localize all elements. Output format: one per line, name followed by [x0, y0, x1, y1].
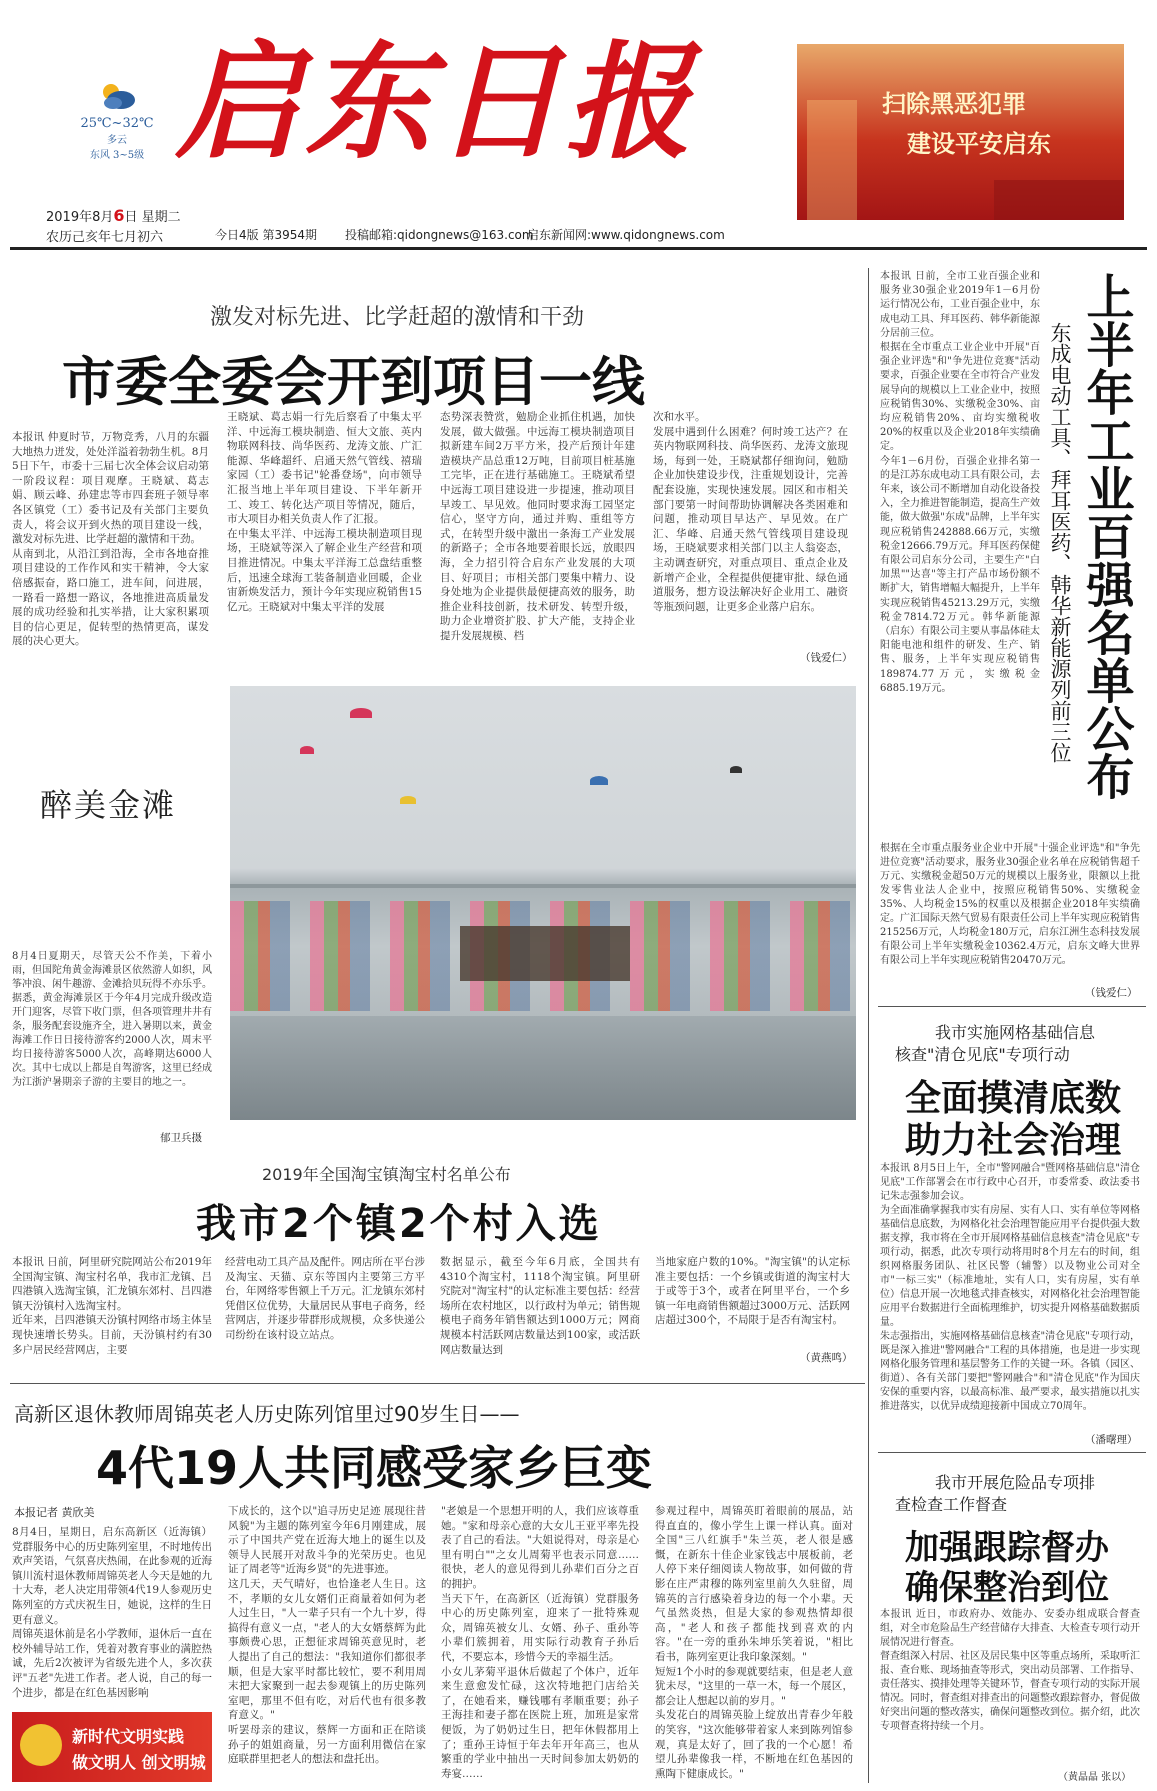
weather-wind: 东风 3~5级	[89, 150, 145, 161]
kite-icon	[730, 766, 742, 773]
taobao-byline: （黄燕鸣）	[800, 1352, 853, 1364]
feature-kicker: 高新区退休教师周锦英老人历史陈列馆里过90岁生日——	[14, 1402, 520, 1426]
industry-subtitle: 东成电动工具、拜耳医药、韩华新能源列前三位	[1048, 322, 1072, 763]
industry-byline: （钱爱仁）	[1085, 987, 1138, 999]
date-line	[46, 206, 181, 225]
taobao-col-3: 数据显示，截至今年6月底，全国共有4310个淘宝村，1118个淘宝镇。阿里研究院对"淘宝村"的认定标准主要包括：经营场所在农村地区，以行政村为单元；销售规模电子商务年销售额达到1000万元；网商规模本村活跃网店数量达到100家，或活跃网店数量达到	[440, 1256, 640, 1356]
email-info	[345, 226, 534, 243]
masthead-rule	[10, 247, 1147, 250]
logo-line2: 做文明人 创文明城	[72, 1753, 206, 1772]
section-divider	[10, 1383, 865, 1384]
weather-condition: 多云	[107, 135, 127, 146]
weather-box	[72, 80, 162, 180]
grid-kicker-1: 我市实施网格基础信息	[935, 1023, 1096, 1042]
taobao-kicker: 2019年全国淘宝镇淘宝村名单公布	[262, 1165, 511, 1184]
weather-temp: 25℃~32℃	[80, 116, 154, 131]
civilization-logo	[12, 1712, 212, 1782]
lead-col-1: 本报讯 仲夏时节，万物竞秀，八月的东疆大地热力迸发，处处洋溢着勃勃生机。8月5日下午，市委十三届七次全体会议启动第一阶段议程：项目观摩。王晓斌、葛志娟、顾云峰、孙建忠等市四套班子领导率各区镇党（工）委书记及有关部门主要负责人，将会议开到火热的项目建设一线，激发对标先进、比学赶超的激情和干劲。 从南到北，从沿江到沿海，全市各地奋推项目建设的工作作风和实干精神，令大家倍感振奋，路口施工，进车间，问进展，一路看一路想一路议，各地推进高质量发展的成功经验和扎实举措，让大家积累项目的信心更足，促转型的热情更高，谋发展的决心更大。	[12, 431, 209, 648]
right-divider-2	[878, 1452, 1146, 1453]
grid-body: 本报讯 8月5日上午，全市"警网融合"暨网格基础信息"清仓见底"工作部署会在市行政中心召开，市委常委、政法委书记朱志强参加会议。 为全面准确掌握我市实有房屋、实有人口、实有单位等网格基础信息底数，为网格化社会治理智能应用平台提供强大数据支撑，我市将在全市开展网格基础信息核查"清仓见底"专项行动，据悉，此次专项行动将用时8个月左右的时间，组织网格服务团队、社区民警（辅警）以及物业公司对全市"一标三实"（标准地址，实有人口，实有房屋，实有单位）信息开展一次地毯式排查核实，对网格化社会治理智能应用平台数据进行全面梳理维护，切实提升网格基础数据质量。 朱志强指出，实施网格基础信息核查"清仓见底"专项行动，既是深入推进"警网融合"工程的具体措施，也是进一步实现网格化服务管理和基层警务工作的关键一环。各镇（园区、街道）、各有关部门要把"警网融合"和"清仓见底"作为国庆安保的重要内容，以最高标准、最严要求，最实措施以扎实推进落实，以优异成绩迎接新中国成立70周年。	[880, 1163, 1140, 1412]
danger-byline: （黄晶晶 张以）	[1058, 1772, 1132, 1783]
lead-byline: （钱爱仁）	[800, 652, 853, 664]
feature-title: 4代19人共同感受家乡巨变	[96, 1441, 653, 1495]
danger-title-2: 确保整治到位	[905, 1568, 1109, 1608]
taobao-col-4: 当地家庭户数的10%。"淘宝镇"的认定标准主要包括：一个乡镇或街道的淘宝村大于或等于3个，或者在阿里平台，一个乡镇一年电商销售额超过3000万元、活跃网店超过300个，不局限于是否有淘宝村。	[655, 1256, 850, 1327]
newspaper-logo: 启东日报	[175, 28, 695, 176]
right-divider-1	[878, 1006, 1146, 1007]
banner-line2: 建设平安启东	[907, 129, 1051, 158]
feature-col-2: 下成长的，这个以"追寻历史足迹 展现往昔风貌"为主题的陈列室今年6月刚建成，展示了中国共产党在近海大地上的诞生以及领导人民展开对敌斗争的光荣历史。也见证了周老等"近海乡贤"的先进事迹。 这几天，天气晴好，也恰逢老人生日。这不，孝顺的女儿女婿们正商量着如何为老人过生日，"人一辈子只有一个九十岁，得搞得有意义一点，"老人的大女婿蔡辉为此事颇费心思，正想征求周锦英意见时，老人提出了自己的想法："我知道你们都很孝顺，但是大家平时都比较忙，要不利用周末把大家聚到一起去参观镇上的历史陈列室吧，那里不但有吃，对后代也有很多教育意义。" 听罢母亲的建议，蔡辉一方面和正在陪谈孙子的姐姐商量，另一方面利用微信在家庭联群里把老人的想法和盘托出。	[228, 1505, 426, 1766]
industry-body-1: 本报讯 日前，全市工业百强企业和服务业30强企业2019年1－6月份运行情况公布，工业百强企业中，东成电动工具、拜耳医药、韩华新能源分居前三位。 根据在全市重点工业企业中开展"百强企业评选"和"争先进位竞赛"活动要求，百强企业要在全市符合产业发展导向的规模以上工业企业中，按照应税销售30%、实缴税金30%、亩均应税销售20%、亩均实缴税收20%的权重以及企业2018年实绩确定。 今年1－6月份，百强企业排名第一的是江苏东成电动工具有限公司，去年来，该公司不断增加自动化设备投入，全力推进智能制造，提高生产效能，做大做强"东成"品牌，上半年实现应税销售242888.66万元，实缴税金12666.79万元。拜耳医药保健有限公司启东分公司，主要生产"白加黑""达喜"等主打产品市场份额不断扩大，销售增幅大幅提升，上半年实现应税销售45213.29万元，实缴税金7814.72万元。韩华新能源（启东）有限公司主要从事晶体硅太阳能电池和组件的研发、生产、销售、服务，上半年实现应税销售189874.77万元，实缴税金6885.19万元。	[880, 271, 1040, 694]
email-label: 投稿邮箱:	[345, 228, 398, 242]
photo-title: 醉美金滩	[40, 786, 177, 824]
date-month: 2019年8月	[46, 210, 114, 225]
date-day: 6	[113, 206, 125, 225]
grid-kicker-2: 核查"清仓见底"专项行动	[895, 1045, 1070, 1064]
lead-kicker: 激发对标先进、比学赶超的激情和干劲	[210, 305, 585, 330]
feature-col-3: "老娘是一个思想开明的人，我们应该尊重她。"家和母亲心意的大女儿王亚平率先投表了自己的看法。"大姐说得对，母亲是心里有明白""之女儿周菊平也表示同意……很快，老人的意见得到儿孙辈们百分之百的拥护。 当天下午，在高新区（近海镇）党群服务中心的历史陈列室，迎来了一批特殊观众，周锦英被女儿、女婿、孙子、重孙等小辈们簇拥着，用实际行动教育子孙后代，不要忘本，珍惜今天的幸福生活。 小女儿茅菊平退休后做起了个体户，近年来生意愈发忙碌，这次特地把门店给关了，在她看来，赚钱哪有孝顺重要；孙子王海挂和妻子都在医院上班，加班是家常便饭，为了奶奶过生日，把年休假都用上了；重孙王诗恒于年去年开年高三，也从繁重的学业中抽出一天时间参加太奶奶的寿宴……	[441, 1505, 639, 1780]
taobao-col-2: 经营电动工具产品及配件。网店所在平台涉及淘宝、天猫、京东等国内主要第三方平台，年网络零售额上千万元。汇龙镇东郊村凭借区位优势，大量居民从事电子商务，经营网店，并逐步带群形成规模，众多快递公司纷纷在该村设立站点。	[225, 1256, 425, 1341]
grid-title-1: 全面摸清底数	[905, 1078, 1122, 1119]
beach-photo	[230, 686, 856, 1120]
lead-title: 市委全委会开到项目一线	[62, 352, 645, 413]
grid-byline: （潘曙理）	[1085, 1434, 1138, 1446]
kite-icon	[300, 746, 314, 754]
city-silhouette	[994, 180, 1124, 220]
lunar-date: 农历己亥年七月初六	[46, 230, 164, 245]
cart-and-buffalo	[460, 926, 630, 981]
water-reflection	[230, 1016, 856, 1120]
sea-horizon	[230, 884, 856, 888]
taobao-col-1: 本报讯 日前，阿里研究院网站公布2019年全国淘宝镇、淘宝村名单，我市汇龙镇、吕四港镇入选淘宝镇，汇龙镇东郊村、吕四港镇天汾镇村入选淘宝村。 近年来，吕四港镇天汾镇村网络市场主体呈现快速增长势头。目前，天汾镇村约有30多户居民经营网店，主要	[12, 1256, 212, 1356]
logo-line1: 新时代文明实践	[72, 1727, 185, 1746]
website-url[interactable]: www.qidongnews.com	[591, 228, 725, 242]
kite-icon	[590, 776, 608, 785]
right-column-rule	[868, 268, 869, 1783]
email-address[interactable]: qidongnews@163.com	[397, 228, 534, 242]
cloudy-sun-icon	[95, 80, 139, 112]
logo-emblem	[20, 1724, 62, 1766]
industry-title: 上半年工业百强名单公布	[1078, 272, 1134, 800]
kite-icon	[400, 796, 416, 804]
photo-byline: 郁卫兵摄	[160, 1132, 202, 1144]
danger-title-1: 加强跟踪督办	[905, 1528, 1109, 1568]
lead-col-2: 王晓斌、葛志娟一行先后察看了中集太平洋、中远海工模块制造、恒大文旅、英内物联网科技、尚华医药、龙涛文旅、广汇能源、华峰超纤、启通天然气管线、禧瑞家园（工）委书记"轮番登场"，向市领导汇报当地上半年项目建设、下半年新开工、竣工、转化达产项目等情况，随后，市大项目办相关负责人作了汇报。 在中集太平洋、中远海工模块制造项目现场，王晓斌等深入了解企业生产经营和项目推进情况。中集太平洋海工总盘结重整后，迅速全球海工装备制造业回暖，企业宙新焕发活力，预计今年实现应税销售15亿元。王晓斌对中集太平洋的发展	[227, 411, 422, 613]
industry-body-2: 根据在全市重点服务业企业中开展"十强企业评选"和"争先进位竞赛"活动要求，服务业30强企业名单在应税销售超千万元、实缴税金超50万元的规模以上服务业，限额以上批发零售业法人企业中，按照应税销售50%、实缴税金35%、人均税金15%的权重以及根据企业2018年实绩确定。广汇国际天然气贸易有限责任公司上半年实现应税销售215256万元，人均税金180万元，启东江洲生态科技发展有限公司上半年实缴税金10362.4万元，启东文峰大世界有限公司上半年实现应税销售20470万元。	[880, 843, 1140, 966]
feature-author: 本报记者 黄欣美	[14, 1506, 95, 1519]
lead-col-4: 次和水平。 发展中遇到什么困难？何时竣工达产？在英内物联网科技、尚华医药、龙涛文旅现场，每到一处，王晓斌都仔细询问，勉励企业加快建设步伐，注重规划设计，完善配套设施，实现快速发展。园区和市相关部门要第一时间帮助协调解决各类困难和问题，推动项目早达产、早见效。在广汇、华峰、启通天然气管线项目建设现场，王晓斌要求相关部门以主人翁姿态，主动调查研究，对重点项目、重点企业及新增产企业，全程提供便捷审批、绿色通道服务，想方设法解决好企业用工、融资等瓶颈问题，让更多企业落户启东。	[653, 411, 848, 613]
kite-icon	[350, 708, 372, 718]
photo-caption: 8月4日夏期天，尽管天公不作美，下着小雨，但国陀角黄金海滩景区依然游人如织，风筝冲浪、闲牛趣游、金滩拾贝玩得不亦乐乎。 据悉，黄金海滩景区于今年4月完成升级改造开门迎客，尽管下收门票，但各项管理井井有条，服务配套设施齐全，进入暑期以来，黄金海滩工作日日接待游客约2000人次，周末平均日接待游客5000人次，高峰期达6000人次。其中七成以上都是自驾游客，这里已经成为江浙沪暑期亲子游的主要目的地之一。	[12, 951, 212, 1088]
website-label: 启东新闻网:	[527, 228, 592, 242]
lead-col-3: 态势深表赞赏，勉励企业抓住机遇，加快发展，做大做强。中远海工模块制造项目拟新建车间2万平方米，投产后预计年建造模块产品总重12万吨，目前项目桩基施工完毕，正在进行基础施工。王晓斌希望中远海工项目建设进一步提速，推动项目早竣工、早见效。他同时要求海工园坚定信心，坚守方向，通过并购、重组等方式，在转型升级中激出一条海工产业发展的新路子；全市各地要着眼长远，放眼四海，全力招引符合启东产业发展的大项目、好项目；市相关部门要集中精力、设身处地为企业提供最便捷高效的服务，助推企业科技创新，技术研发、转型升级，助力企业增资扩股、扩大产能，支持企业提升发展规模、档	[440, 411, 635, 642]
grid-title-2: 助力社会治理	[905, 1120, 1122, 1161]
feature-col-1: 8月4日，星期日，启东高新区（近海镇）党群服务中心的历史陈列室里，不时地传出欢声笑语，气氛喜庆热闹，在此参观的近海镇川流村退休教师周锦英老人今天是她的九十大寿，老人决定用带领4代19人参观历史陈列室的方式庆祝生日，她说，这样的生日更有意义。 周锦英退休前是名小学教师，退休后一直在校外辅导站工作，凭着对教育事业的满腔热诚，先后2次被评为省级先进个人，多次获评"五老"先进工作者。老人说，自己的每一个进步，都是在红色基因影响	[12, 1526, 212, 1699]
feature-col-4: 参观过程中，周锦英盯着眼前的展品，站得直直的，像小学生上课一样认真。面对全国"三八红旗手"朱兰英，老人很是感慨，在新东十佳企业家钱志中展板前，老人停下来仔细阅读人物故事，如何做的背影在庄严肃穆的陈列室里前久久驻留，周锦英的言行感染着身边的每一个小辈。天气虽然炎热，但是大家的参观热情却很高，"老人和孩子都能找到喜欢的内容。"在一旁的重孙朱坤乐笑着说，"相比看书，陈列室更让我印象深刻。" 短短1个小时的参观就要结束，但是老人意犹未尽，"这里的一草一木，每一个展区，都会让人想起以前的岁月。" 头发花白的周锦英脸上绽放出青春少年般的笑容，"这次能够带着家人来到陈列馆参观，真是太好了，回了我的一个心愿！希望儿孙辈像我一样，不断地在红色基因的熏陶下健康成长。"	[655, 1505, 853, 1780]
danger-kicker-1: 我市开展危险品专项排	[935, 1473, 1096, 1492]
edition-info: 今日4版 第3954期	[215, 228, 317, 242]
taobao-title: 我市2个镇2个村入选	[196, 1201, 602, 1247]
date-weekday: 日 星期二	[124, 210, 181, 225]
website-info	[527, 226, 725, 243]
tiananmen-silhouette	[807, 100, 857, 220]
danger-kicker-2: 查检查工作督查	[895, 1495, 1008, 1514]
danger-body: 本报讯 近日，市政府办、效能办、安委办组成联合督查组，对全市危险品生产经营储存大排查、大检查专项行动开展情况进行督查。 督查组深入村居、社区及居民集中区等重点场所，采取听汇报、查台账、现场抽查等形式，突出动员部署、工作指导、责任落实、摸排处理等关键环节，督查专项行动的实际开展情况。同时，督查组对排查出的问题整改跟踪督办，督促做好突出问题的整改落实，确保问题整改到位。据介绍，此次专项督查将持续一个月。	[880, 1609, 1140, 1732]
campaign-banner	[797, 44, 1124, 220]
banner-line1: 扫除黑恶犯罪	[882, 89, 1026, 118]
